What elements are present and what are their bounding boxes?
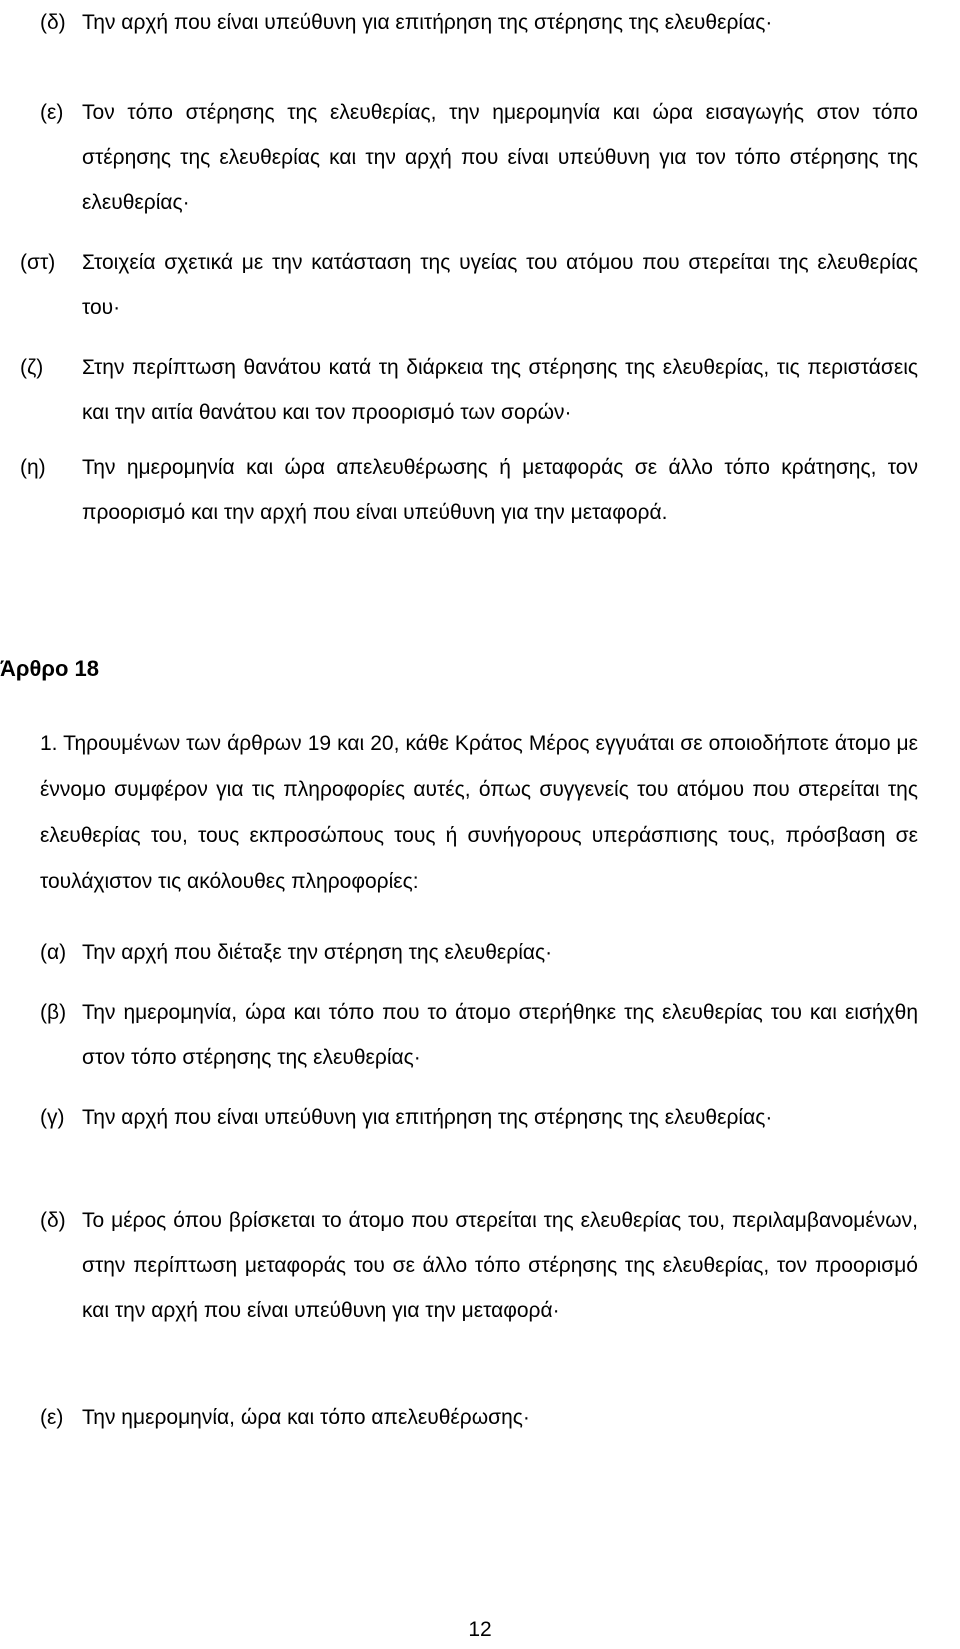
list-item-bottom-alpha [40,930,918,975]
list-item-label: (δ) [40,1209,66,1232]
list-item-text: Την ημερομηνία, ώρα και τόπο που το άτομο στερήθηκε της ελευθερίας του και εισήχθη στον τόπο στέρησης της ελευθερίας· [82,1001,918,1069]
list-item-text: Την αρχή που διέταξε την στέρηση της ελευθερίας· [82,941,553,964]
list-item-label: (ε) [40,1406,64,1429]
list-item-text: Τον τόπο στέρησης της ελευθερίας, την ημερομηνία και ώρα εισαγωγής στον τόπο στέρησης της ελευθερίας και την αρχή που είναι υπεύθυνη για τον τόπο στέρησης της ελευθερίας· [82,101,918,214]
article-paragraph: 1. Τηρουμένων των άρθρων 19 και 20, κάθε Κράτος Μέρος εγγυάται σε οποιοδήποτε άτομο με έννομο συμφέρον για τις πληροφορίες αυτές, όπως συγγενείς του ατόμου που στερείται της ελευθερίας του, τους εκπροσώπους τους ή συνήγορους υπεράσπισης τους, πρόσβαση σε τουλάχιστον τις ακόλουθες πληροφορίες: [40,732,918,893]
list-item-text: Το μέρος όπου βρίσκεται το άτομο που στερείται της ελευθερίας του, περιλαμβανομένων, στην περίπτωση μεταφοράς του σε άλλο τόπο στέρησης της ελευθερίας, τον προορισμό και την αρχή που είναι υπεύθυνη για την μεταφορά· [82,1209,918,1322]
list-item-label: (β) [40,1001,67,1024]
article-heading: Άρθρο 18 [0,656,100,681]
list-item-top-eta [20,445,918,535]
list-item-label: (α) [40,941,67,964]
list-item-text: Στοιχεία σχετικά με την κατάσταση της υγείας του ατόμου που στερείται της ελευθερίας του· [82,251,918,319]
list-item-label: (ζ) [20,356,44,379]
list-item-bottom-epsilon [40,1395,918,1440]
list-item-label: (δ) [40,11,66,34]
list-item-text: Την αρχή που είναι υπεύθυνη για επιτήρηση της στέρησης της ελευθερίας· [82,11,773,34]
list-item-label: (η) [20,456,46,479]
page-number: 12 [468,1618,492,1641]
list-item-bottom-delta [40,1198,918,1333]
list-item-bottom-gamma [40,1095,918,1140]
list-item-text: Την ημερομηνία και ώρα απελευθέρωσης ή μεταφοράς σε άλλο τόπο κράτησης, τον προορισμό και την αρχή που είναι υπεύθυνη για την μεταφορά. [82,456,918,524]
list-item-text: Στην περίπτωση θανάτου κατά τη διάρκεια της στέρησης της ελευθερίας, τις περιστάσεις και την αιτία θανάτου και τον προορισμό των σορών· [82,356,918,424]
list-item-bottom-beta [40,990,918,1080]
list-item-top-st [20,240,918,330]
list-item-text: Την ημερομηνία, ώρα και τόπο απελευθέρωσης· [82,1406,530,1429]
list-item-top-epsilon [40,90,918,225]
list-item-top-zeta [20,345,918,435]
list-item-text: Την αρχή που είναι υπεύθυνη για επιτήρηση της στέρησης της ελευθερίας· [82,1106,773,1129]
list-item-label: (στ) [20,251,56,274]
list-item-label: (ε) [40,101,64,124]
list-item-top-delta [40,0,918,45]
list-item-label: (γ) [40,1106,65,1129]
